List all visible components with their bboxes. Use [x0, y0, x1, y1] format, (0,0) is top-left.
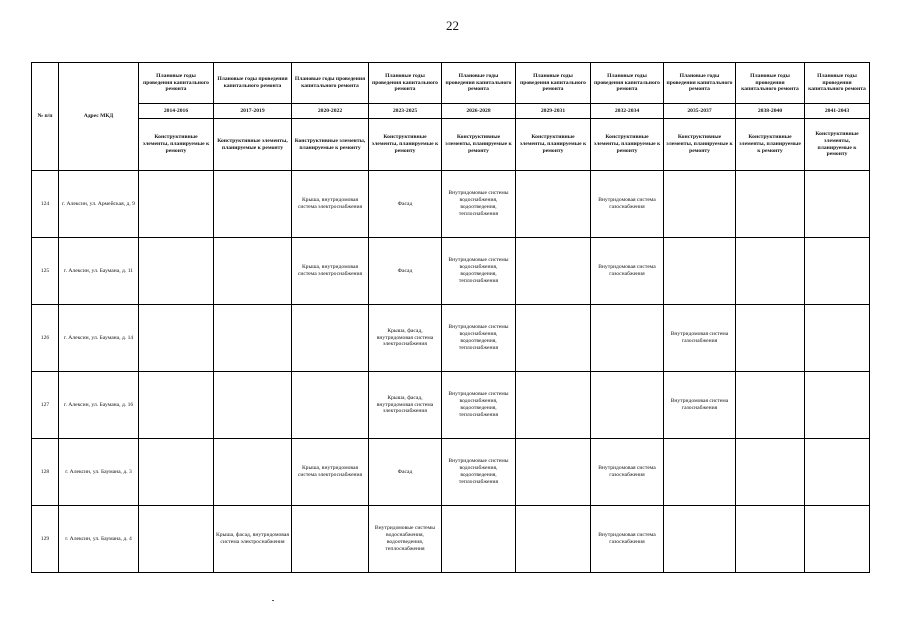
table-cell: Крыша, внутридомовая система электроснабжения	[292, 171, 369, 238]
table-cell: Крыша, фасад, внутридомовая система электроснабжения	[214, 506, 292, 573]
table-cell	[736, 171, 805, 238]
table-cell	[516, 171, 591, 238]
table-cell	[214, 238, 292, 305]
table-cell	[516, 372, 591, 439]
table-cell	[805, 439, 870, 506]
table-cell	[805, 506, 870, 573]
table-cell	[736, 305, 805, 372]
table-cell	[805, 171, 870, 238]
table-cell: Фасад	[369, 171, 442, 238]
table-row	[32, 171, 870, 238]
period-years: 2020-2022	[292, 104, 369, 119]
table-cell: Внутридомовая система газоснабжения	[664, 372, 736, 439]
table-cell: Крыша, фасад, внутридомовая система электроснабжения	[369, 372, 442, 439]
table-row	[32, 439, 870, 506]
table-cell: Внутридомовые системы водоснабжения, водоотведения, теплоснабжения	[442, 372, 516, 439]
table-cell: Внутридомовая система газоснабжения	[591, 506, 664, 573]
table-cell: Фасад	[369, 238, 442, 305]
period-years: 2035-2037	[664, 104, 736, 119]
period-header: Плановые годы проведения капитального ремонта	[292, 63, 369, 104]
column-header-number: № п/п	[32, 63, 59, 171]
table-row	[32, 506, 870, 573]
table-cell	[664, 171, 736, 238]
period-years: 2014-2016	[139, 104, 214, 119]
period-years: 2026-2028	[442, 104, 516, 119]
row-number: 124	[32, 171, 59, 238]
table-cell	[664, 238, 736, 305]
table-cell: Внутридомовая система газоснабжения	[591, 439, 664, 506]
period-years: 2017-2019	[214, 104, 292, 119]
table-cell: Внутридомовые системы водоснабжения, водоотведения, теплоснабжения	[442, 171, 516, 238]
table-cell	[214, 171, 292, 238]
table-cell: Крыша, внутридомовая система электроснабжения	[292, 439, 369, 506]
row-address: г. Алексин, ул. Армейская, д. 9	[59, 171, 139, 238]
table-cell	[139, 506, 214, 573]
table-cell	[292, 506, 369, 573]
table-cell	[805, 372, 870, 439]
table-cell	[591, 305, 664, 372]
period-header: Плановые годы проведения капитального ремонта	[139, 63, 214, 104]
table-cell	[516, 238, 591, 305]
table-cell	[805, 238, 870, 305]
table-cell: Внутридомовые системы водоснабжения, водоотведения, теплоснабжения	[442, 305, 516, 372]
header-row-periods	[32, 63, 870, 104]
row-number: 126	[32, 305, 59, 372]
table-cell: Внутридомовая система газоснабжения	[664, 305, 736, 372]
table-row	[32, 305, 870, 372]
table-cell	[292, 305, 369, 372]
header-row-elements	[32, 119, 870, 171]
page-number: 22	[446, 18, 459, 33]
period-header: Плановые годы проведения капитального ремонта	[736, 63, 805, 104]
table-cell	[139, 238, 214, 305]
period-years: 2029-2031	[516, 104, 591, 119]
table-cell: Крыша, фасад, внутридомовая система электроснабжения	[369, 305, 442, 372]
capital-repair-table	[31, 62, 870, 573]
row-number: 125	[32, 238, 59, 305]
elements-header: Конструктивные элементы, планируемые к ремонту	[516, 119, 591, 171]
table-cell	[516, 439, 591, 506]
table-cell: Внутридомовые системы водоснабжения, водоотведения, теплоснабжения	[442, 238, 516, 305]
table-cell	[591, 372, 664, 439]
elements-header: Конструктивные элементы, планируемые к ремонту	[139, 119, 214, 171]
period-years: 2023-2025	[369, 104, 442, 119]
period-header: Плановые годы проведения капитального ремонта	[442, 63, 516, 104]
elements-header: Конструктивные элементы, планируемые к ремонту	[442, 119, 516, 171]
table-cell	[214, 305, 292, 372]
table-cell	[139, 372, 214, 439]
period-years: 2041-2043	[805, 104, 870, 119]
table-cell	[805, 305, 870, 372]
table-cell: Внутридомовые системы водоснабжения, водоотведения, теплоснабжения	[369, 506, 442, 573]
period-years: 2038-2040	[736, 104, 805, 119]
header-row-years	[32, 104, 870, 119]
period-header: Плановые годы проведения капитального ремонта	[591, 63, 664, 104]
table-row	[32, 238, 870, 305]
table-cell: Внутридомовая система газоснабжения	[591, 171, 664, 238]
table-cell	[139, 305, 214, 372]
elements-header: Конструктивные элементы, планируемые к ремонту	[292, 119, 369, 171]
row-address: г. Алексин, ул. Баумана, д. 11	[59, 238, 139, 305]
row-number: 128	[32, 439, 59, 506]
table-cell	[736, 439, 805, 506]
table-cell: Крыша, внутридомовая система электроснабжения	[292, 238, 369, 305]
period-header: Плановые годы проведения капитального ремонта	[805, 63, 870, 104]
table-cell	[736, 506, 805, 573]
row-address: г. Алексин, ул. Баумана, д. 14	[59, 305, 139, 372]
row-address: г. Алексин, ул. Баумана, д. 3	[59, 439, 139, 506]
table-cell	[214, 439, 292, 506]
table-cell	[664, 506, 736, 573]
period-header: Плановые годы проведения капитального ремонта	[516, 63, 591, 104]
table-cell	[292, 372, 369, 439]
row-address: г. Алексин, ул. Баумана, д. 16	[59, 372, 139, 439]
table-cell	[516, 305, 591, 372]
table-cell: Внутридомовая система газоснабжения	[591, 238, 664, 305]
table-cell: Внутридомовые системы водоснабжения, водоотведения, теплоснабжения	[442, 439, 516, 506]
elements-header: Конструктивные элементы, планируемые к ремонту	[805, 119, 870, 171]
table-cell	[736, 372, 805, 439]
scan-speck	[272, 600, 274, 601]
table-cell: Фасад	[369, 439, 442, 506]
column-header-address: Адрес МКД	[59, 63, 139, 171]
table-cell	[139, 171, 214, 238]
row-address: г. Алексин, ул. Баумана, д. 4	[59, 506, 139, 573]
elements-header: Конструктивные элементы, планируемые к ремонту	[736, 119, 805, 171]
row-number: 129	[32, 506, 59, 573]
table-cell	[139, 439, 214, 506]
period-header: Плановые годы проведения капитального ремонта	[214, 63, 292, 104]
period-header: Плановые годы проведения капитального ремонта	[664, 63, 736, 104]
elements-header: Конструктивные элементы, планируемые к ремонту	[214, 119, 292, 171]
table-row	[32, 372, 870, 439]
period-header: Плановые годы проведения капитального ремонта	[369, 63, 442, 104]
row-number: 127	[32, 372, 59, 439]
elements-header: Конструктивные элементы, планируемые к ремонту	[591, 119, 664, 171]
table-cell	[516, 506, 591, 573]
elements-header: Конструктивные элементы, планируемые к ремонту	[369, 119, 442, 171]
period-years: 2032-2034	[591, 104, 664, 119]
table-cell	[736, 238, 805, 305]
table-cell	[442, 506, 516, 573]
table-cell	[664, 439, 736, 506]
elements-header: Конструктивные элементы, планируемые к ремонту	[664, 119, 736, 171]
table-cell	[214, 372, 292, 439]
